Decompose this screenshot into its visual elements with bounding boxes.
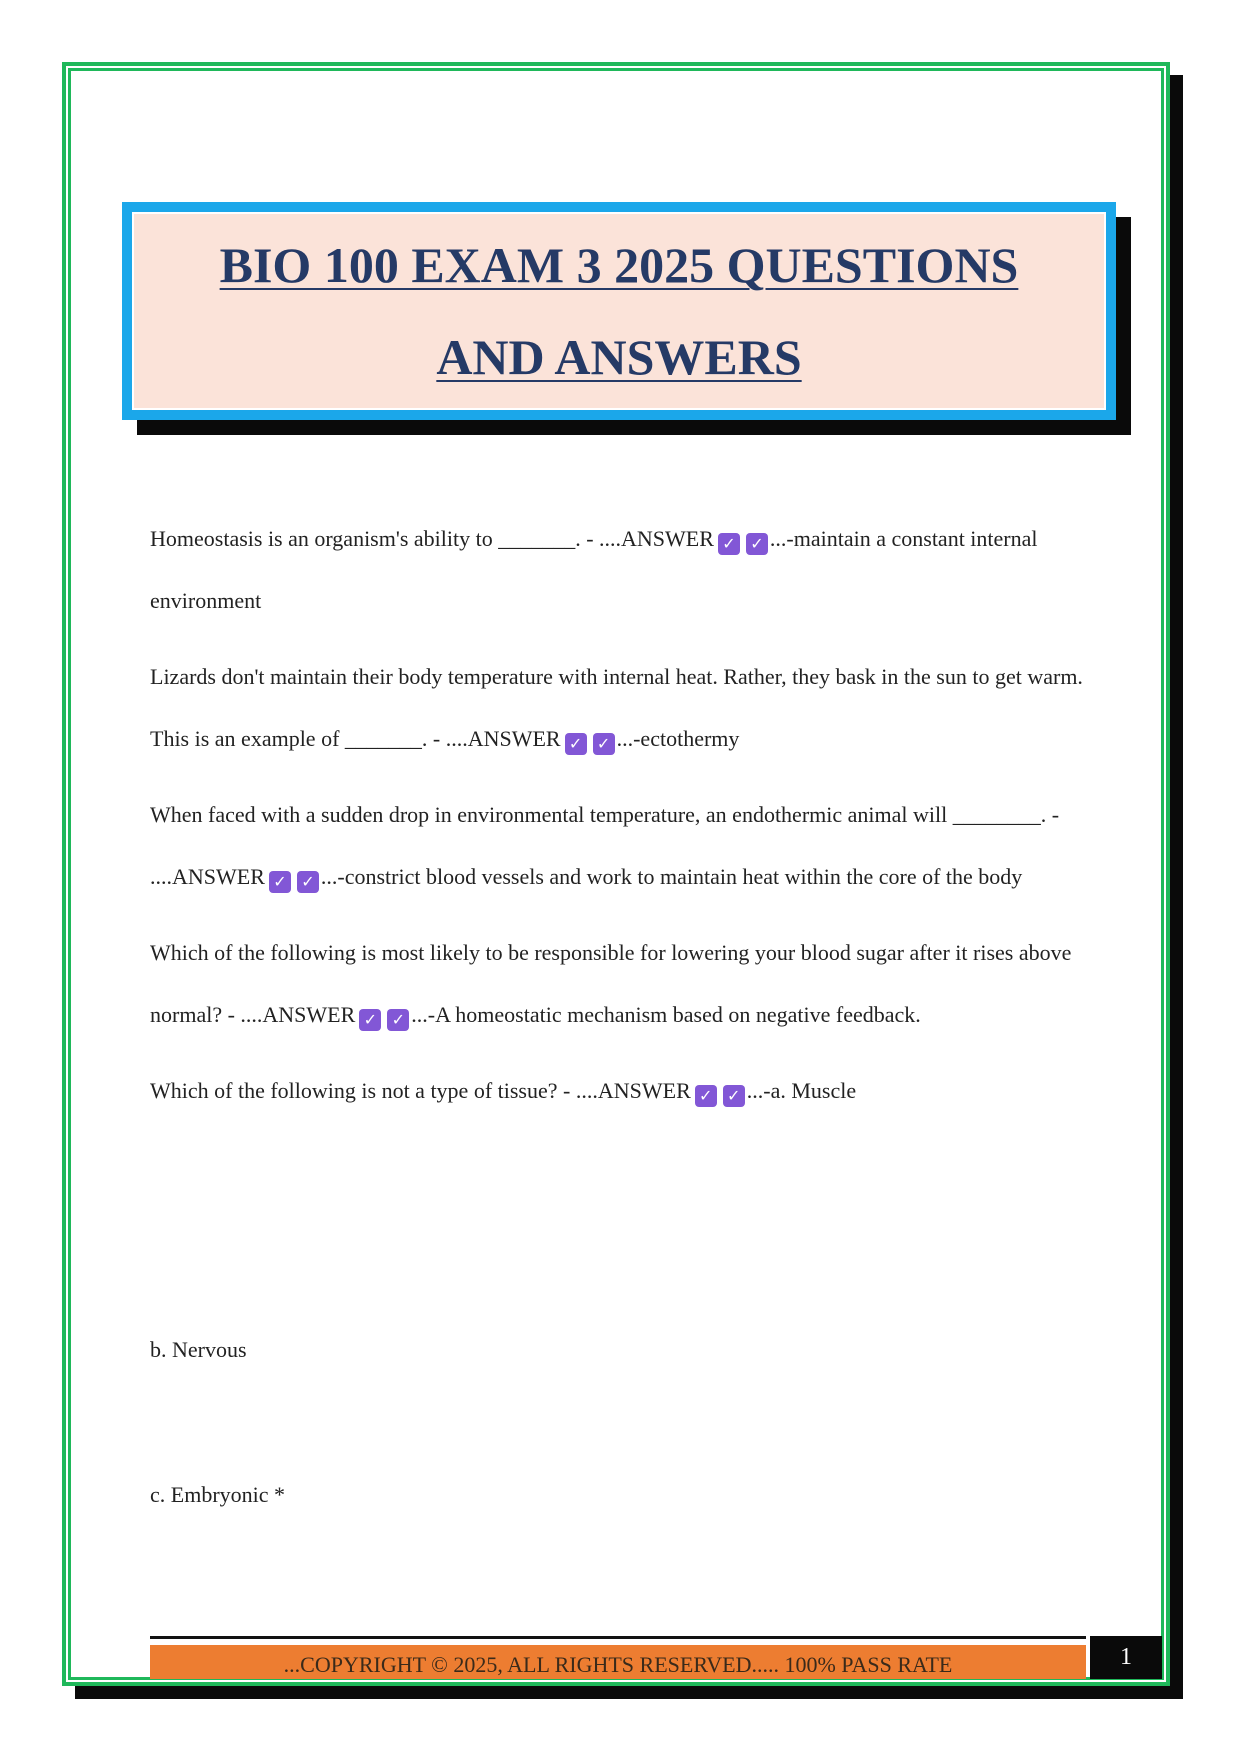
answer-text: ...-A homeostatic mechanism based on negative feedback.	[411, 1002, 921, 1027]
question-text: When faced with a sudden drop in environmental temperature, an endothermic animal will ________. - ....ANSWER	[150, 802, 1060, 889]
title-banner-inner	[132, 212, 1106, 410]
check-mark-icon: ✓	[359, 1009, 381, 1031]
answer-text: ...-a. Muscle	[746, 1078, 857, 1103]
question-item	[150, 646, 1090, 770]
question-item	[150, 508, 1090, 632]
answer-text: ...-ectothermy	[616, 726, 740, 751]
title-banner	[122, 202, 1116, 420]
question-text: Homeostasis is an organism's ability to _______. - ....ANSWER	[150, 526, 714, 551]
document-title-line-2: AND ANSWERS	[436, 329, 802, 385]
question-text: Which of the following is not a type of tissue? - ....ANSWER	[150, 1078, 691, 1103]
question-item	[150, 784, 1090, 908]
questions-list	[150, 508, 1090, 1136]
check-mark-icon: ✓	[695, 1085, 717, 1107]
question-text: Which of the following is most likely to be responsible for lowering your blood sugar after it rises above normal? - ....ANSWER	[150, 940, 1072, 1027]
check-mark-icon: ✓	[723, 1085, 745, 1107]
footer-divider	[150, 1636, 1086, 1639]
answer-text: ...-maintain a constant internal environment	[150, 526, 1038, 613]
footer-copyright: ...COPYRIGHT © 2025, ALL RIGHTS RESERVED..... 100% PASS RATE	[150, 1645, 1086, 1679]
question-item	[150, 1060, 1090, 1122]
answer-option-c: c. Embryonic *	[150, 1482, 286, 1507]
document-title-line-1: BIO 100 EXAM 3 2025 QUESTIONS	[219, 237, 1019, 293]
check-mark-icon: ✓	[565, 733, 587, 755]
check-mark-icon: ✓	[269, 871, 291, 893]
question-item	[150, 922, 1090, 1046]
check-mark-icon: ✓	[746, 533, 768, 555]
check-mark-icon: ✓	[718, 533, 740, 555]
answer-option-b: b. Nervous	[150, 1337, 247, 1362]
check-mark-icon: ✓	[593, 733, 615, 755]
page-number: 1	[1090, 1636, 1162, 1679]
answer-text: ...-constrict blood vessels and work to maintain heat within the core of the body	[320, 864, 1023, 889]
question-text: Lizards don't maintain their body temperature with internal heat. Rather, they bask in the sun to get warm. This is an example of _______. - ....ANSWER	[150, 664, 1083, 751]
check-mark-icon: ✓	[297, 871, 319, 893]
check-mark-icon: ✓	[387, 1009, 409, 1031]
